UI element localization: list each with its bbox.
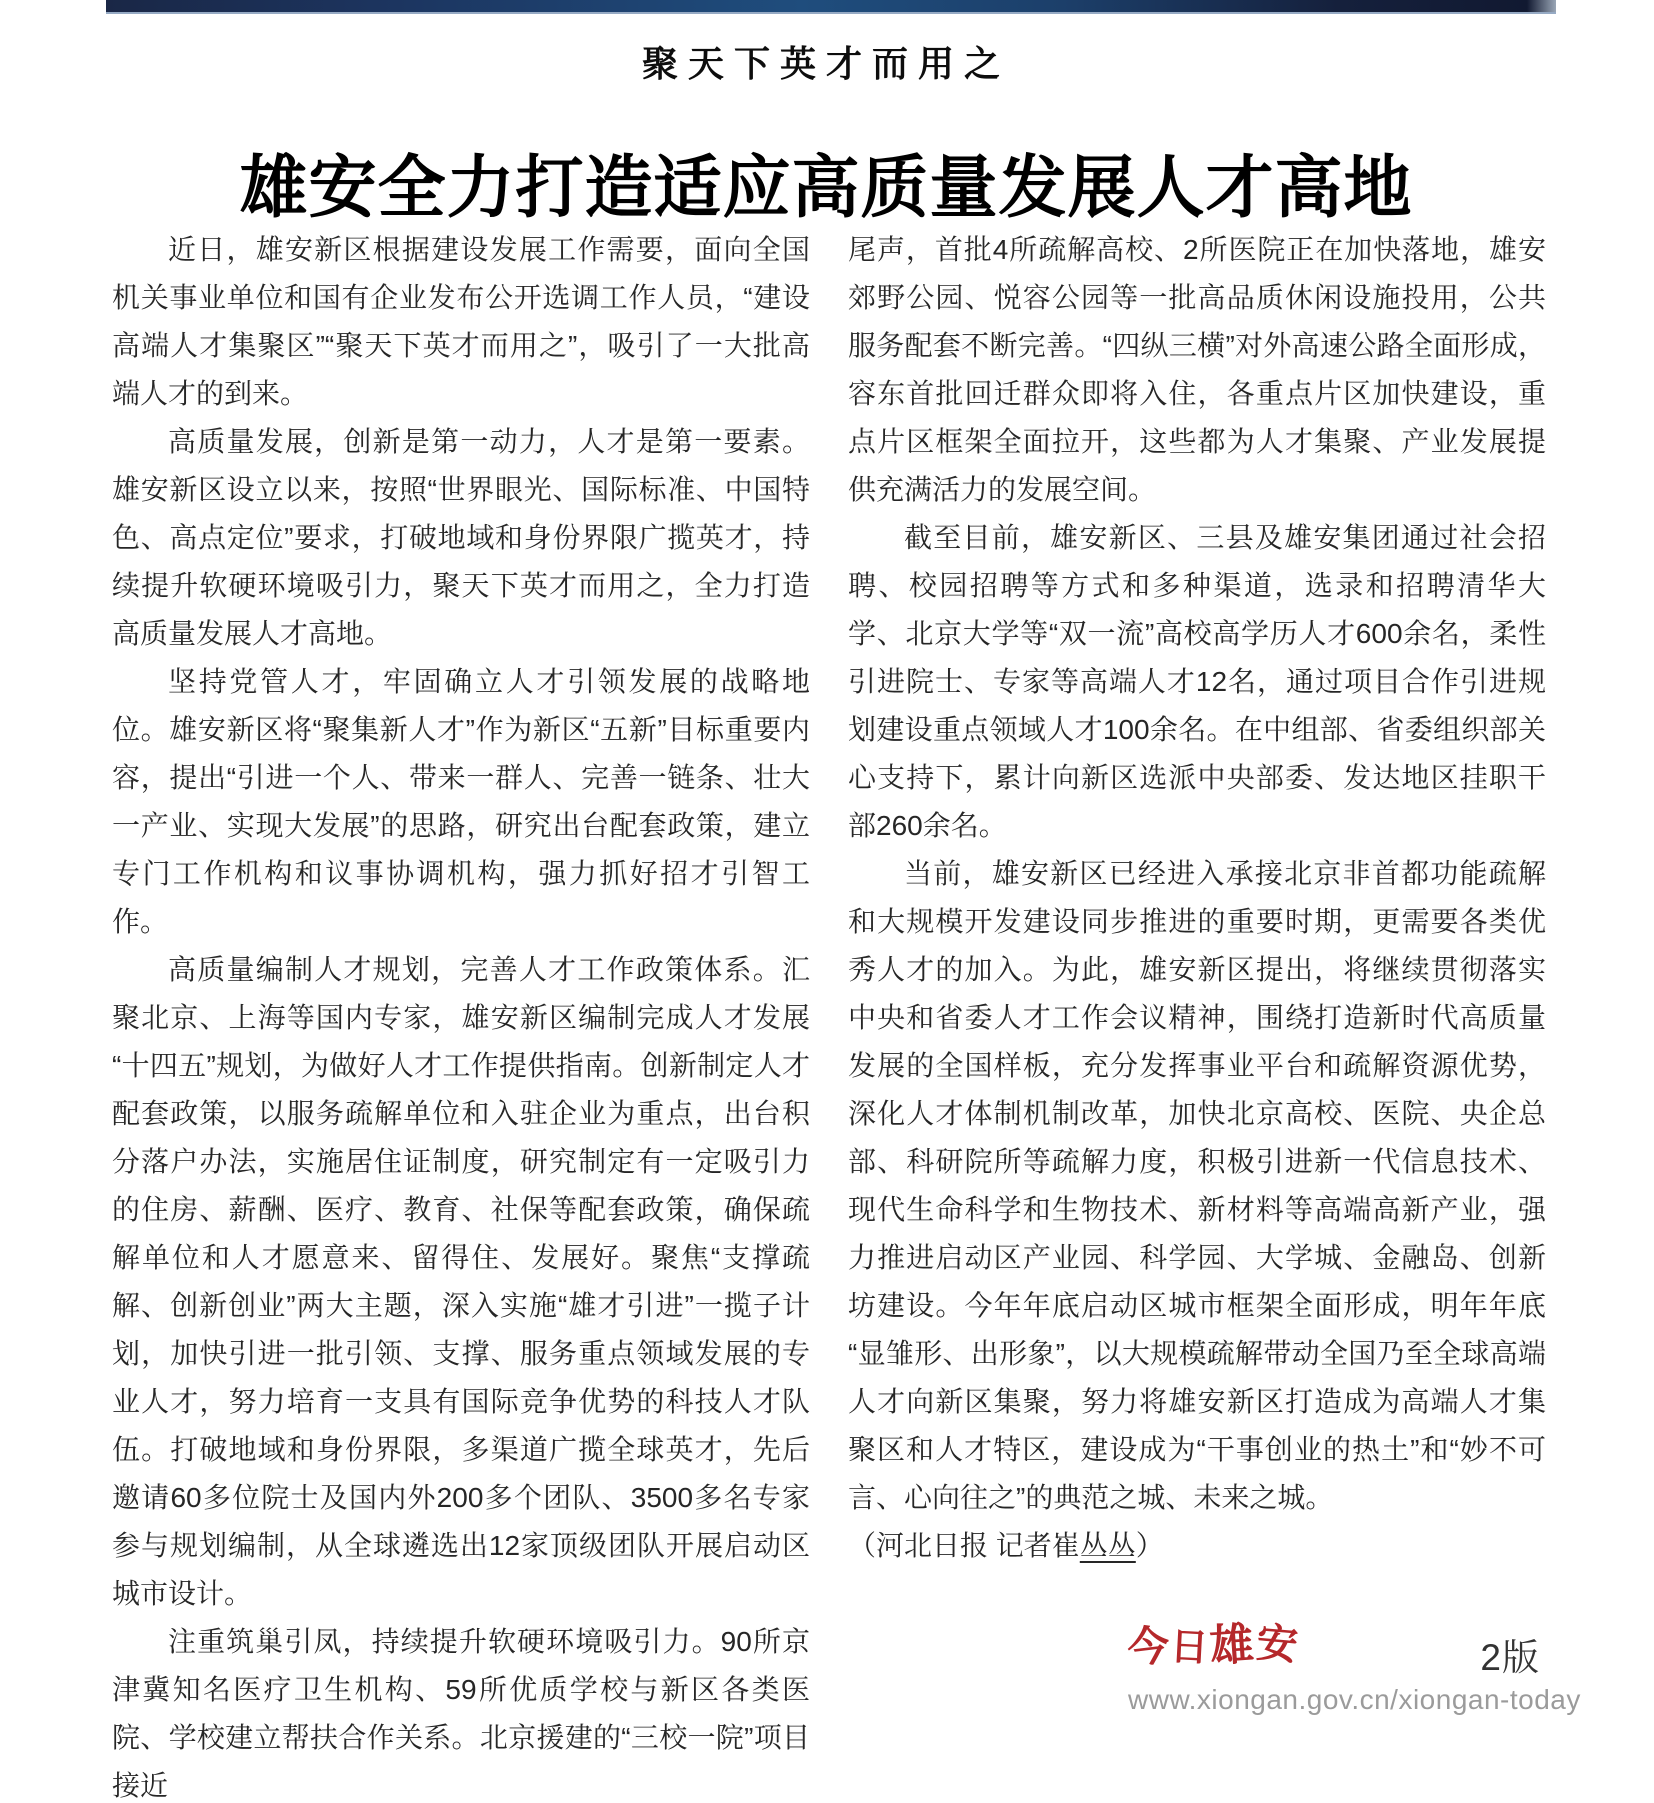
page-number-label: 2版 xyxy=(1480,1637,1540,1678)
byline-suffix: ） xyxy=(1135,1530,1164,1561)
logo-char: 安 xyxy=(1254,1619,1300,1669)
article-paragraph-continuation: 尾声，首批4所疏解高校、2所医院正在加快落地，雄安郊野公园、悦容公园等一批高品质休闲设施投用，公共服务配套不断完善。“四纵三横”对外高速公路全面形成，容东首批回迁群众即将入住，各重点片区加快建设，重点片区框架全面拉开，这些都为人才集聚、产业发展提供充满活力的发展空间。 xyxy=(848,234,1546,505)
article-body xyxy=(112,226,1581,1803)
article-paragraph: 近日，雄安新区根据建设发展工作需要，面向全国机关事业单位和国有企业发布公开选调工作人员，“建设高端人才集聚区”“聚天下英才而用之”，吸引了一大批高端人才的到来。 xyxy=(112,234,810,409)
top-accent-bar xyxy=(106,0,1556,14)
left-column xyxy=(112,226,810,1803)
right-column xyxy=(848,226,1581,1803)
article-paragraph: 注重筑巢引凤，持续提升软硬环境吸引力。90所京津冀知名医疗卫生机构、59所优质学校与新区各类医院、学校建立帮扶合作关系。北京援建的“三校一院”项目接近 xyxy=(112,1626,810,1801)
reporter-name: 丛丛 xyxy=(1079,1530,1136,1561)
website-url: www.xiongan.gov.cn/xiongan-today xyxy=(1128,1684,1581,1715)
masthead-logo xyxy=(1124,1619,1300,1680)
logo-char: 日 xyxy=(1169,1626,1210,1670)
article-paragraph: 当前，雄安新区已经进入承接北京非首都功能疏解和大规模开发建设同步推进的重要时期，更需要各类优秀人才的加入。为此，雄安新区提出，将继续贯彻落实中央和省委人才工作会议精神，围绕打造新时代高质量发展的全国样板，充分发挥事业平台和疏解资源优势，深化人才体制机制改革，加快北京高校、医院、央企总部、科研院所等疏解力度，积极引进新一代信息技术、现代生命科学和生物技术、新材料等高端高新产业，强力推进启动区产业园、科学园、大学城、金融岛、创新坊建设。今年年底启动区城市框架全面形成，明年年底“显雏形、出形象”，以大规模疏解带动全国乃至全球高端人才向新区集聚，努力将雄安新区打造成为高端人才集聚区和人才特区，建设成为“干事创业的热土”和“妙不可言、心向往之”的典范之城、未来之城。 xyxy=(848,858,1546,1513)
footer-masthead-row xyxy=(1124,1619,1540,1680)
article-kicker: 聚天下英才而用之 xyxy=(641,43,1010,84)
article-paragraph: 截至目前，雄安新区、三县及雄安集团通过社会招聘、校园招聘等方式和多种渠道，选录和招聘清华大学、北京大学等“双一流”高校高学历人才600余名，柔性引进院士、专家等高端人才12名，通过项目合作引进规划建设重点领域人才100余名。在中组部、省委组织部关心支持下，累计向新区选派中央部委、发达地区挂职干部260余名。 xyxy=(848,522,1546,841)
logo-char: 雄 xyxy=(1208,1619,1256,1672)
article-headline: 雄安全力打造适应高质量发展人才高地 xyxy=(239,149,1413,226)
article-paragraph: 高质量发展，创新是第一动力，人才是第一要素。雄安新区设立以来，按照“世界眼光、国际标准、中国特色、高点定位”要求，打破地域和身份界限广揽英才，持续提升软硬环境吸引力，聚天下英才而用之，全力打造高质量发展人才高地。 xyxy=(112,426,810,649)
article-paragraph: 高质量编制人才规划，完善人才工作政策体系。汇聚北京、上海等国内专家，雄安新区编制完成人才发展“十四五”规划，为做好人才工作提供指南。创新制定人才配套政策，以服务疏解单位和入驻企业为重点，出台积分落户办法，实施居住证制度，研究制定有一定吸引力的住房、薪酬、医疗、教育、社保等配套政策，确保疏解单位和人才愿意来、留得住、发展好。聚焦“支撑疏解、创新创业”两大主题，深入实施“雄才引进”一揽子计划，加快引进一批引领、支撑、服务重点领域发展的专业人才，努力培育一支具有国际竞争优势的科技人才队伍。打破地域和身份界限，多渠道广揽全球英才，先后邀请60多位院士及国内外200多个团队、3500多名专家参与规划编制，从全球遴选出12家顶级团队开展启动区城市设计。 xyxy=(112,954,810,1609)
byline xyxy=(848,1522,1546,1570)
logo-char: 今 xyxy=(1124,1620,1173,1673)
page-footer xyxy=(1124,1619,1581,1716)
article-paragraph: 坚持党管人才，牢固确立人才引领发展的战略地位。雄安新区将“聚集新人才”作为新区“五新”目标重要内容，提出“引进一个人、带来一群人、完善一链条、壮大一产业、实现大发展”的思路，研究出台配套政策，建立专门工作机构和议事协调机构，强力抓好招才引智工作。 xyxy=(112,666,810,937)
byline-prefix: （河北日报 记者崔 xyxy=(848,1530,1080,1561)
